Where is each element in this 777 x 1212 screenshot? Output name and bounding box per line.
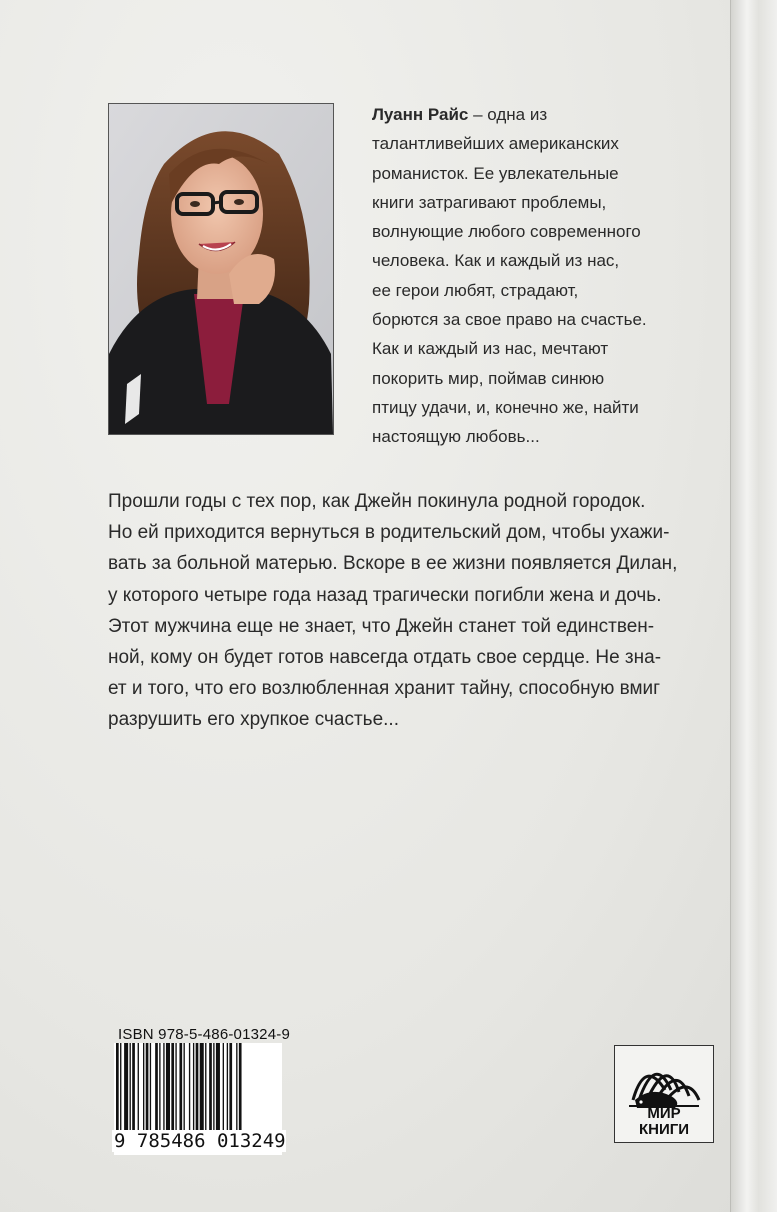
bio-first-line-rest: – одна из — [468, 105, 548, 124]
open-book-hedgehog-icon — [615, 1050, 713, 1110]
barcode-bar — [143, 1043, 144, 1133]
bio-first-line — [372, 100, 702, 129]
blurb-line: ет и того, что его возлюбленная хранит тайну, способную вмиг — [108, 678, 661, 700]
blurb-line: вать за больной матерью. Вскоре в ее жизни появляется Дилан, — [108, 553, 678, 575]
barcode-bar — [146, 1043, 149, 1133]
barcode-bar — [196, 1043, 199, 1133]
barcode-bar — [116, 1043, 119, 1133]
barcode-bar — [213, 1043, 214, 1133]
barcode-bar — [193, 1043, 194, 1133]
blurb-line: ной, кому он будет готов навсегда отдать свое сердце. Не зна- — [108, 647, 662, 669]
barcode-bar — [179, 1043, 182, 1133]
barcode-bar — [236, 1043, 237, 1133]
publisher-name-line2: КНИГИ — [638, 1121, 690, 1138]
blurb-line: Прошли годы с тех пор, как Джейн покинула родной городок. — [108, 491, 646, 512]
publisher-name-line1: МИР — [647, 1105, 681, 1122]
publisher-logo — [614, 1045, 714, 1143]
barcode-bar — [227, 1043, 228, 1133]
bio-line: покорить мир, поймав синюю — [372, 368, 605, 388]
barcode-bar — [130, 1043, 131, 1133]
bio-line: талантливейших американских — [372, 134, 619, 154]
barcode-bar — [155, 1043, 158, 1133]
barcode-bar — [166, 1043, 170, 1133]
bio-line: борются за свое право на счастье. — [372, 310, 647, 330]
bio-line: настоящую любовь... — [372, 427, 540, 447]
book-spine — [730, 0, 777, 1212]
barcode-bar — [200, 1043, 204, 1133]
barcode-bar — [120, 1043, 121, 1133]
blurb-line: разрушить его хрупкое счастье... — [108, 709, 399, 731]
bio-line: ее герои любят, страдают, — [372, 280, 579, 300]
barcode-bar — [216, 1043, 220, 1133]
barcode-bar — [132, 1043, 135, 1133]
barcode-bar — [223, 1043, 224, 1133]
barcode-digits: 9 785486 013249 — [114, 1130, 286, 1152]
barcode-bar — [239, 1043, 242, 1133]
barcode-bar — [175, 1043, 176, 1133]
bio-line: человека. Как и каждый из нас, — [372, 251, 620, 271]
barcode-bar — [163, 1043, 164, 1133]
barcode-bar — [209, 1043, 212, 1133]
book-blurb — [108, 486, 728, 736]
bio-line: книги затрагивают проблемы, — [372, 192, 607, 212]
bio-line: волнующие любого современного — [372, 222, 641, 242]
bio-line: романисток. Ее увлекательные — [372, 163, 619, 183]
blurb-line: Но ей приходится вернуться в родительский дом, чтобы ухажи- — [108, 522, 670, 544]
author-photo — [108, 103, 334, 435]
blurb-line: Этот мужчина еще не знает, что Джейн станет той единствен- — [108, 615, 655, 637]
author-bio — [372, 100, 702, 452]
barcode-bar — [171, 1043, 174, 1133]
barcode-bar — [138, 1043, 139, 1133]
bio-line: Как и каждый из нас, мечтают — [372, 339, 609, 359]
barcode-bar — [189, 1043, 190, 1133]
barcode-bar — [159, 1043, 160, 1133]
author-name: Луанн Райс — [372, 105, 469, 124]
barcode-bar — [184, 1043, 185, 1133]
blurb-line: у которого четыре года назад трагически погибли жена и дочь. — [108, 584, 662, 606]
barcode-bar — [124, 1043, 128, 1133]
isbn-number: ISBN 978-5-486-01324-9 — [118, 1026, 291, 1043]
barcode-bar — [229, 1043, 232, 1133]
barcode-bar — [205, 1043, 206, 1133]
bio-line: птицу удачи, и, конечно же, найти — [372, 397, 639, 417]
barcode-bar — [150, 1043, 151, 1133]
